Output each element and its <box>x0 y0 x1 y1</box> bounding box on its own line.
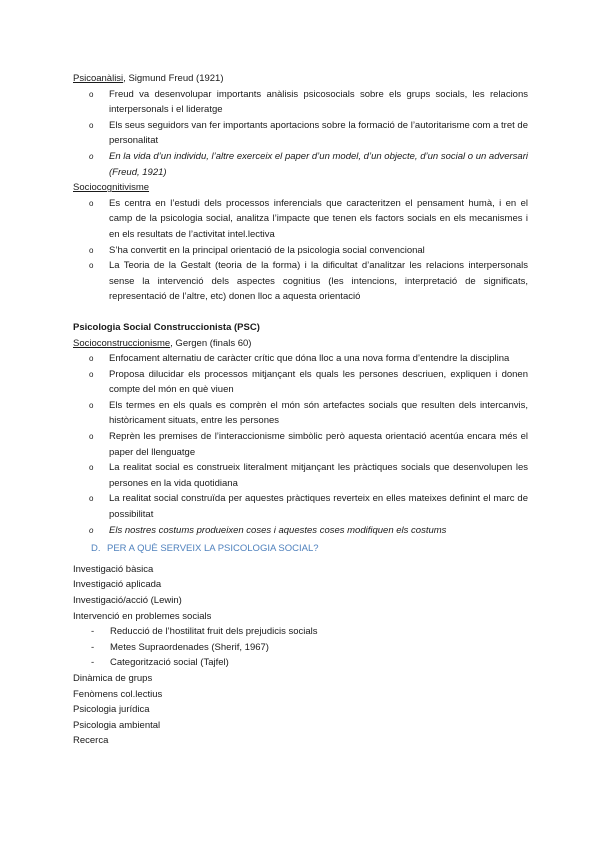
bullet-icon: o <box>89 400 94 410</box>
purpose-line: Psicologia ambiental <box>73 719 161 731</box>
bullet-icon: o <box>89 198 94 208</box>
bullet-icon: o <box>89 432 94 442</box>
section-d-letter: D. <box>91 543 101 555</box>
list-item: o Proposa dilucidar els processos mitjançant els quals les persones descriuen, expliquen i donen compte del món en què viuen <box>89 368 528 396</box>
list-item: - Metes Supraordenades (Sherif, 1967) <box>110 640 528 656</box>
psicoanalisi-list <box>73 87 528 181</box>
list-item-quote: o Els nostres costums produeixen coses i aquestes coses modifiquen els costums <box>109 523 528 539</box>
bullet-icon: o <box>89 151 94 161</box>
psc-list <box>73 351 528 538</box>
section-d-heading <box>73 541 528 557</box>
purpose-line: Investigació aplicada <box>73 579 162 591</box>
sociocognitivisme-list <box>73 196 528 305</box>
dash-icon: - <box>91 641 95 653</box>
list-item: o Reprèn les premises de l’interaccionisme simbòlic però aquesta orientació acentúa encara més el paper del llenguatge <box>89 431 528 458</box>
document-page <box>73 71 528 749</box>
purpose-line: Dinàmica de grups <box>73 672 153 684</box>
bullet-icon: o <box>89 369 94 379</box>
list-item: o Freud va desenvolupar importants anàlisis psicosocials sobre els grups socials, les relacions interpersonals i el lideratge <box>89 88 528 116</box>
section-psicoanalisi-title: Psicoanàlisi, Sigmund Freud (1921) <box>73 73 224 84</box>
list-item: - Categorització social (Tajfel) <box>110 655 528 671</box>
dash-icon: - <box>91 657 95 669</box>
list-item: o La realitat social construïda per aquestes pràctiques reverteix en elles mateixes definint el marc de possibilitat <box>89 493 528 521</box>
list-item: o La realitat social es construeix literalment mitjançant les pràctiques socials que desenvolupen les persones en la vida quotidiana <box>89 462 528 489</box>
list-item: o S’ha convertit en la principal orientació de la psicologia social convencional <box>109 243 528 259</box>
list-item: o Es centra en l’estudi dels processos inferencials que caracteritzen el pensament humà, i en el camp de la psicologia social, analitza l’impacte que tenen els factors socials en els mecanismes i en els resultats de l’activitat intel.lectiva <box>89 197 528 240</box>
purpose-line: Intervenció en problemes socials <box>73 610 212 622</box>
dash-icon: - <box>91 626 95 638</box>
bullet-icon: o <box>89 120 94 130</box>
section-socioconstruccionisme-title: Socioconstruccionisme, Gergen (finals 60) <box>73 337 252 349</box>
bullet-icon: o <box>89 89 94 99</box>
section-sociocognitivisme-title: Sociocognitivisme <box>73 182 150 194</box>
purpose-line: Fenòmens col.lectius <box>73 688 163 700</box>
list-item-quote: o En la vida d’un individu, l’altre exerceix el paper d’un model, d’un objecte, d’un social o un adversari (Freud, 1921) <box>89 150 528 178</box>
bullet-icon: o <box>89 261 94 271</box>
bullet-icon: o <box>89 463 94 473</box>
list-item: o Els seus seguidors van fer importants aportacions sobre la formació de l’autoritarisme com a tret de personalitat <box>89 119 528 147</box>
purpose-line: Recerca <box>73 735 109 747</box>
list-item: - Reducció de l’hostilitat fruit dels prejudicis socials <box>110 624 528 640</box>
intervention-list <box>73 624 528 671</box>
section-d-title: PER A QUÈ SERVEIX LA PSICOLOGIA SOCIAL? <box>107 543 319 555</box>
list-item: o Els termes en els quals es comprèn el món són artefactes socials que resulten dels intercanvis, històricament situats, entre les persones <box>89 399 528 427</box>
bullet-icon: o <box>89 525 94 535</box>
purpose-line: Investigació bàsica <box>73 563 154 575</box>
section-psc-heading: Psicologia Social Construccionista (PSC) <box>73 321 260 333</box>
bullet-icon: o <box>89 494 94 504</box>
purpose-line: Psicologia jurídica <box>73 704 150 716</box>
list-item: o La Teoria de la Gestalt (teoria de la forma) i la dificultat d’analitzar les relacions interpersonals sense la intervenció dels aspectes cognitius (les intencions, interpretació de significats, representació de l’altre, etc) donen lloc a aquesta orientació <box>89 260 528 303</box>
list-item: o Enfocament alternatiu de caràcter crític que dóna lloc a una nova forma d’entendre la disciplina <box>109 351 528 367</box>
bullet-icon: o <box>89 354 94 364</box>
purpose-line: Investigació/acció (Lewin) <box>73 595 182 606</box>
bullet-icon: o <box>89 245 94 255</box>
